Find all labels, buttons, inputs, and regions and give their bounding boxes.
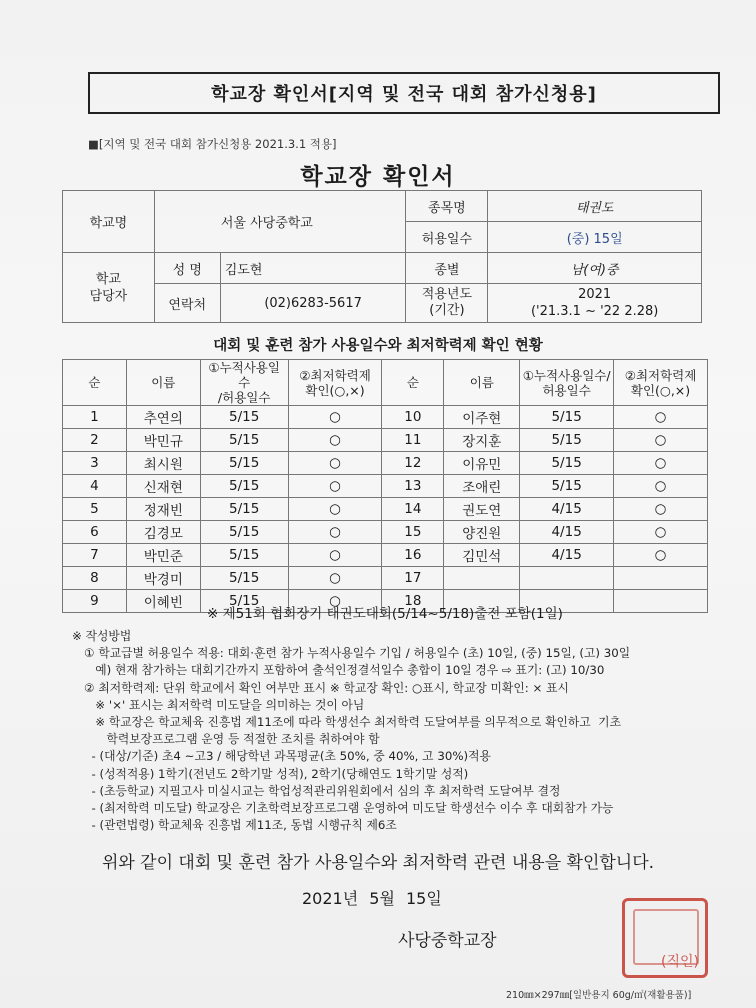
col-no: 순 (63, 360, 127, 406)
table-cell-l-days: 5/15 (200, 429, 288, 452)
table-cell-l-days: 5/15 (200, 590, 288, 613)
table-cell-l-days: 5/15 (200, 406, 288, 429)
table-cell-l-name: 추연의 (126, 406, 200, 429)
document-title: 학교장 확인서 (300, 164, 456, 190)
table-cell-r-ok: ○ (614, 406, 708, 429)
main-title: 학교장 확인서[지역 및 전국 대회 참가신청용] (88, 72, 720, 114)
table-cell-r-no: 15 (382, 521, 444, 544)
table-cell-r-name: 이주현 (444, 406, 520, 429)
instruction-line: - (대상/기준) 초4 ~고3 / 해당학년 과목평균(초 50%, 중 40%, 고 30%)적용 (84, 749, 491, 764)
instruction-line: ※ 학교장은 학교체육 진흥법 제11조에 따라 학생선수 최저학력 도달여부를 의무적으로 확인하고 기초 (84, 715, 621, 730)
col-academic-line2: 확인(○,×) (305, 382, 365, 398)
instruction-line: - (관련법령) 학교체육 진흥법 제11조, 동법 시행규칙 제6조 (84, 818, 397, 833)
instruction-line: 학력보장프로그램 운영 등 적절한 조치를 취하여야 함 (84, 732, 380, 747)
year-label-line2: (기간) (429, 303, 465, 318)
table-cell-r-ok: ○ (614, 521, 708, 544)
gender-value: 남(여)중 (488, 253, 702, 284)
table-cell-l-no: 1 (63, 406, 127, 429)
table-cell-l-name: 정재빈 (126, 498, 200, 521)
sport-label: 종목명 (406, 191, 488, 222)
col-no-right: 순 (382, 360, 444, 406)
school-label: 학교명 (63, 191, 155, 253)
col-days-line2: /허용일수 (217, 390, 271, 405)
table-cell-l-ok: ○ (288, 406, 382, 429)
confirmation-statement: 위와 같이 대회 및 훈련 참가 사용일수와 최저학력 관련 내용을 확인합니다. (101, 853, 655, 873)
table-cell-r-name: 장지훈 (444, 429, 520, 452)
table-cell-l-no: 9 (63, 590, 127, 613)
table-cell-l-no: 4 (63, 475, 127, 498)
manager-label-line2: 담당자 (89, 288, 128, 304)
table-cell-r-name: 김민석 (444, 544, 520, 567)
table-cell-l-days: 5/15 (200, 567, 288, 590)
col-days-right-line1: ①누적사용일수/ (522, 367, 611, 383)
table-cell-r-ok: ○ (614, 429, 708, 452)
table-cell-l-no: 6 (63, 521, 127, 544)
col-academic-right-line2: 확인(○,×) (630, 382, 691, 398)
table-cell-r-ok: ○ (614, 544, 708, 567)
sport-value: 태권도 (488, 191, 702, 222)
table-cell-l-ok: ○ (288, 521, 382, 544)
instructions (72, 628, 734, 834)
col-days-line1: ①누적사용일수 (208, 360, 280, 390)
table-cell-r-days: 5/15 (520, 475, 614, 498)
table-cell-l-name: 박민규 (126, 429, 200, 452)
table-cell-r-days (520, 567, 614, 590)
table-cell-l-days: 5/15 (200, 498, 288, 521)
table-cell-r-days: 4/15 (520, 521, 614, 544)
table-cell-r-name: 조애린 (444, 475, 520, 498)
roster-table (62, 359, 708, 613)
table-cell-l-ok: ○ (288, 544, 382, 567)
instruction-line: ① 학교급별 허용일수 적용: 대회·훈련 참가 누적사용일수 기입 / 허용일수 (초) 10일, (중) 15일, (고) 30일 (84, 646, 631, 661)
instructions-heading: ※ 작성방법 (72, 629, 132, 643)
school-info-table (62, 190, 702, 323)
table-cell-l-name: 신재현 (126, 475, 200, 498)
col-academic-right-line1: ②최저학력제 (624, 367, 697, 383)
table-cell-l-ok: ○ (288, 567, 382, 590)
instructions-lines (84, 645, 734, 834)
col-name-right: 이름 (444, 360, 520, 406)
instruction-line: ② 최저학력제: 단위 학교에서 확인 여부만 표시 ※ 학교장 확인: ○표시, 학교장 미확인: × 표시 (84, 680, 569, 695)
table-cell-l-no: 5 (63, 498, 127, 521)
gender-label: 종별 (406, 253, 488, 284)
table-cell-r-days: 4/15 (520, 544, 614, 567)
col-academic-line1: ②최저학력제 (299, 367, 371, 383)
table-row (63, 475, 708, 498)
table-cell-r-name: 양진원 (444, 521, 520, 544)
issue-date: 2021년 5월 15일 (302, 889, 442, 908)
table-cell-l-days: 5/15 (200, 521, 288, 544)
table-cell-r-ok: ○ (614, 452, 708, 475)
table-cell-l-no: 2 (63, 429, 127, 452)
table-cell-r-name: 이유민 (444, 452, 520, 475)
table-cell-r-no: 10 (382, 406, 444, 429)
contact-label: 연락처 (154, 284, 220, 323)
table-cell-r-no: 14 (382, 498, 444, 521)
instruction-line: - (초등학교) 지필고사 미실시교는 학업성적관리위원회에서 심의 후 최저학력 도달여부 결정 (84, 783, 561, 798)
year-value-line1: 2021 (578, 287, 612, 302)
contact-value: (02)6283-5617 (220, 284, 406, 323)
principal-name: 사당중학교장 (398, 931, 497, 951)
table-cell-r-name: 권도연 (444, 498, 520, 521)
name-label: 성 명 (154, 253, 220, 284)
col-academic-right (614, 360, 708, 406)
instruction-line: 예) 현재 참가하는 대회기간까지 포함하여 출석인정결석일수 총합이 10일 경우 ⇨ 표기: (고) 10/30 (84, 663, 605, 678)
note-line: ※ 제51회 협회장기 태권도대회(5/14~5/18)출전 포함(1일) (207, 606, 563, 622)
table-cell-l-ok: ○ (288, 590, 382, 613)
table-cell-l-no: 7 (63, 544, 127, 567)
col-days (200, 360, 288, 406)
table-row (63, 521, 708, 544)
col-days-right (520, 360, 614, 406)
table-row (63, 429, 708, 452)
table-cell-r-no: 18 (382, 590, 444, 613)
table-cell-r-ok: ○ (614, 475, 708, 498)
seal-label: (직인) (661, 954, 699, 970)
instruction-line: ※ '×' 표시는 최저학력 미도달을 의미하는 것이 아님 (84, 697, 365, 712)
table-cell-l-name: 박경미 (126, 567, 200, 590)
table-cell-r-days: 4/15 (520, 498, 614, 521)
table-cell-r-name (444, 567, 520, 590)
table-row (63, 406, 708, 429)
table-cell-r-no: 11 (382, 429, 444, 452)
table-cell-r-ok: ○ (614, 498, 708, 521)
year-label-line1: 적용년도 (421, 287, 472, 302)
table-cell-l-ok: ○ (288, 452, 382, 475)
col-academic (288, 360, 382, 406)
table-cell-r-no: 12 (382, 452, 444, 475)
instruction-line: - (성적적용) 1학기(전년도 2학기말 성적), 2학기(당해연도 1학기말 성적) (84, 766, 469, 781)
table-cell-l-days: 5/15 (200, 475, 288, 498)
table-cell-r-no: 17 (382, 567, 444, 590)
table-cell-r-no: 13 (382, 475, 444, 498)
table-cell-l-name: 박민준 (126, 544, 200, 567)
section-title: 대회 및 훈련 참가 사용일수와 최저학력제 확인 현황 (213, 338, 543, 354)
col-name: 이름 (126, 360, 200, 406)
table-row (63, 452, 708, 475)
instruction-line: - (최저학력 미도달) 학교장은 기초학력보장프로그램 운영하여 미도달 학생선수 이수 후 대회참가 가능 (84, 801, 614, 816)
name-value: 김도현 (220, 253, 406, 284)
roster-header-row (63, 360, 708, 406)
table-cell-l-days: 5/15 (200, 544, 288, 567)
table-cell-r-days: 5/15 (520, 406, 614, 429)
paper-spec-footer: 210㎜×297㎜[일반용지 60g/㎡(재활용품)] (506, 990, 692, 1001)
table-cell-l-name: 이혜빈 (126, 590, 200, 613)
year-label (406, 284, 488, 323)
roster-body (63, 406, 708, 613)
year-value (488, 284, 702, 323)
table-cell-r-days: 5/15 (520, 452, 614, 475)
table-cell-r-no: 16 (382, 544, 444, 567)
col-days-right-line2: 허용일수 (542, 382, 591, 398)
table-cell-l-days: 5/15 (200, 452, 288, 475)
table-cell-l-ok: ○ (288, 475, 382, 498)
table-cell-r-ok (614, 567, 708, 590)
table-row (63, 498, 708, 521)
table-cell-l-name: 김경모 (126, 521, 200, 544)
table-cell-l-no: 8 (63, 567, 127, 590)
form-reference: ■[지역 및 전국 대회 참가신청용 2021.3.1 적용] (88, 137, 337, 151)
school-value: 서울 사당중학교 (154, 191, 406, 253)
table-row (63, 567, 708, 590)
year-value-line2: ('21.3.1 ~ '22 2.28) (530, 304, 659, 319)
days-label: 허용일수 (406, 222, 488, 253)
table-cell-l-ok: ○ (288, 498, 382, 521)
table-cell-r-days: 5/15 (520, 429, 614, 452)
official-seal-icon (622, 898, 708, 978)
table-cell-l-no: 3 (63, 452, 127, 475)
table-cell-l-ok: ○ (288, 429, 382, 452)
manager-label (63, 253, 155, 323)
manager-label-line1: 학교 (95, 271, 121, 287)
days-value: (중) 15일 (488, 222, 702, 253)
table-row (63, 544, 708, 567)
table-cell-l-name: 최시원 (126, 452, 200, 475)
